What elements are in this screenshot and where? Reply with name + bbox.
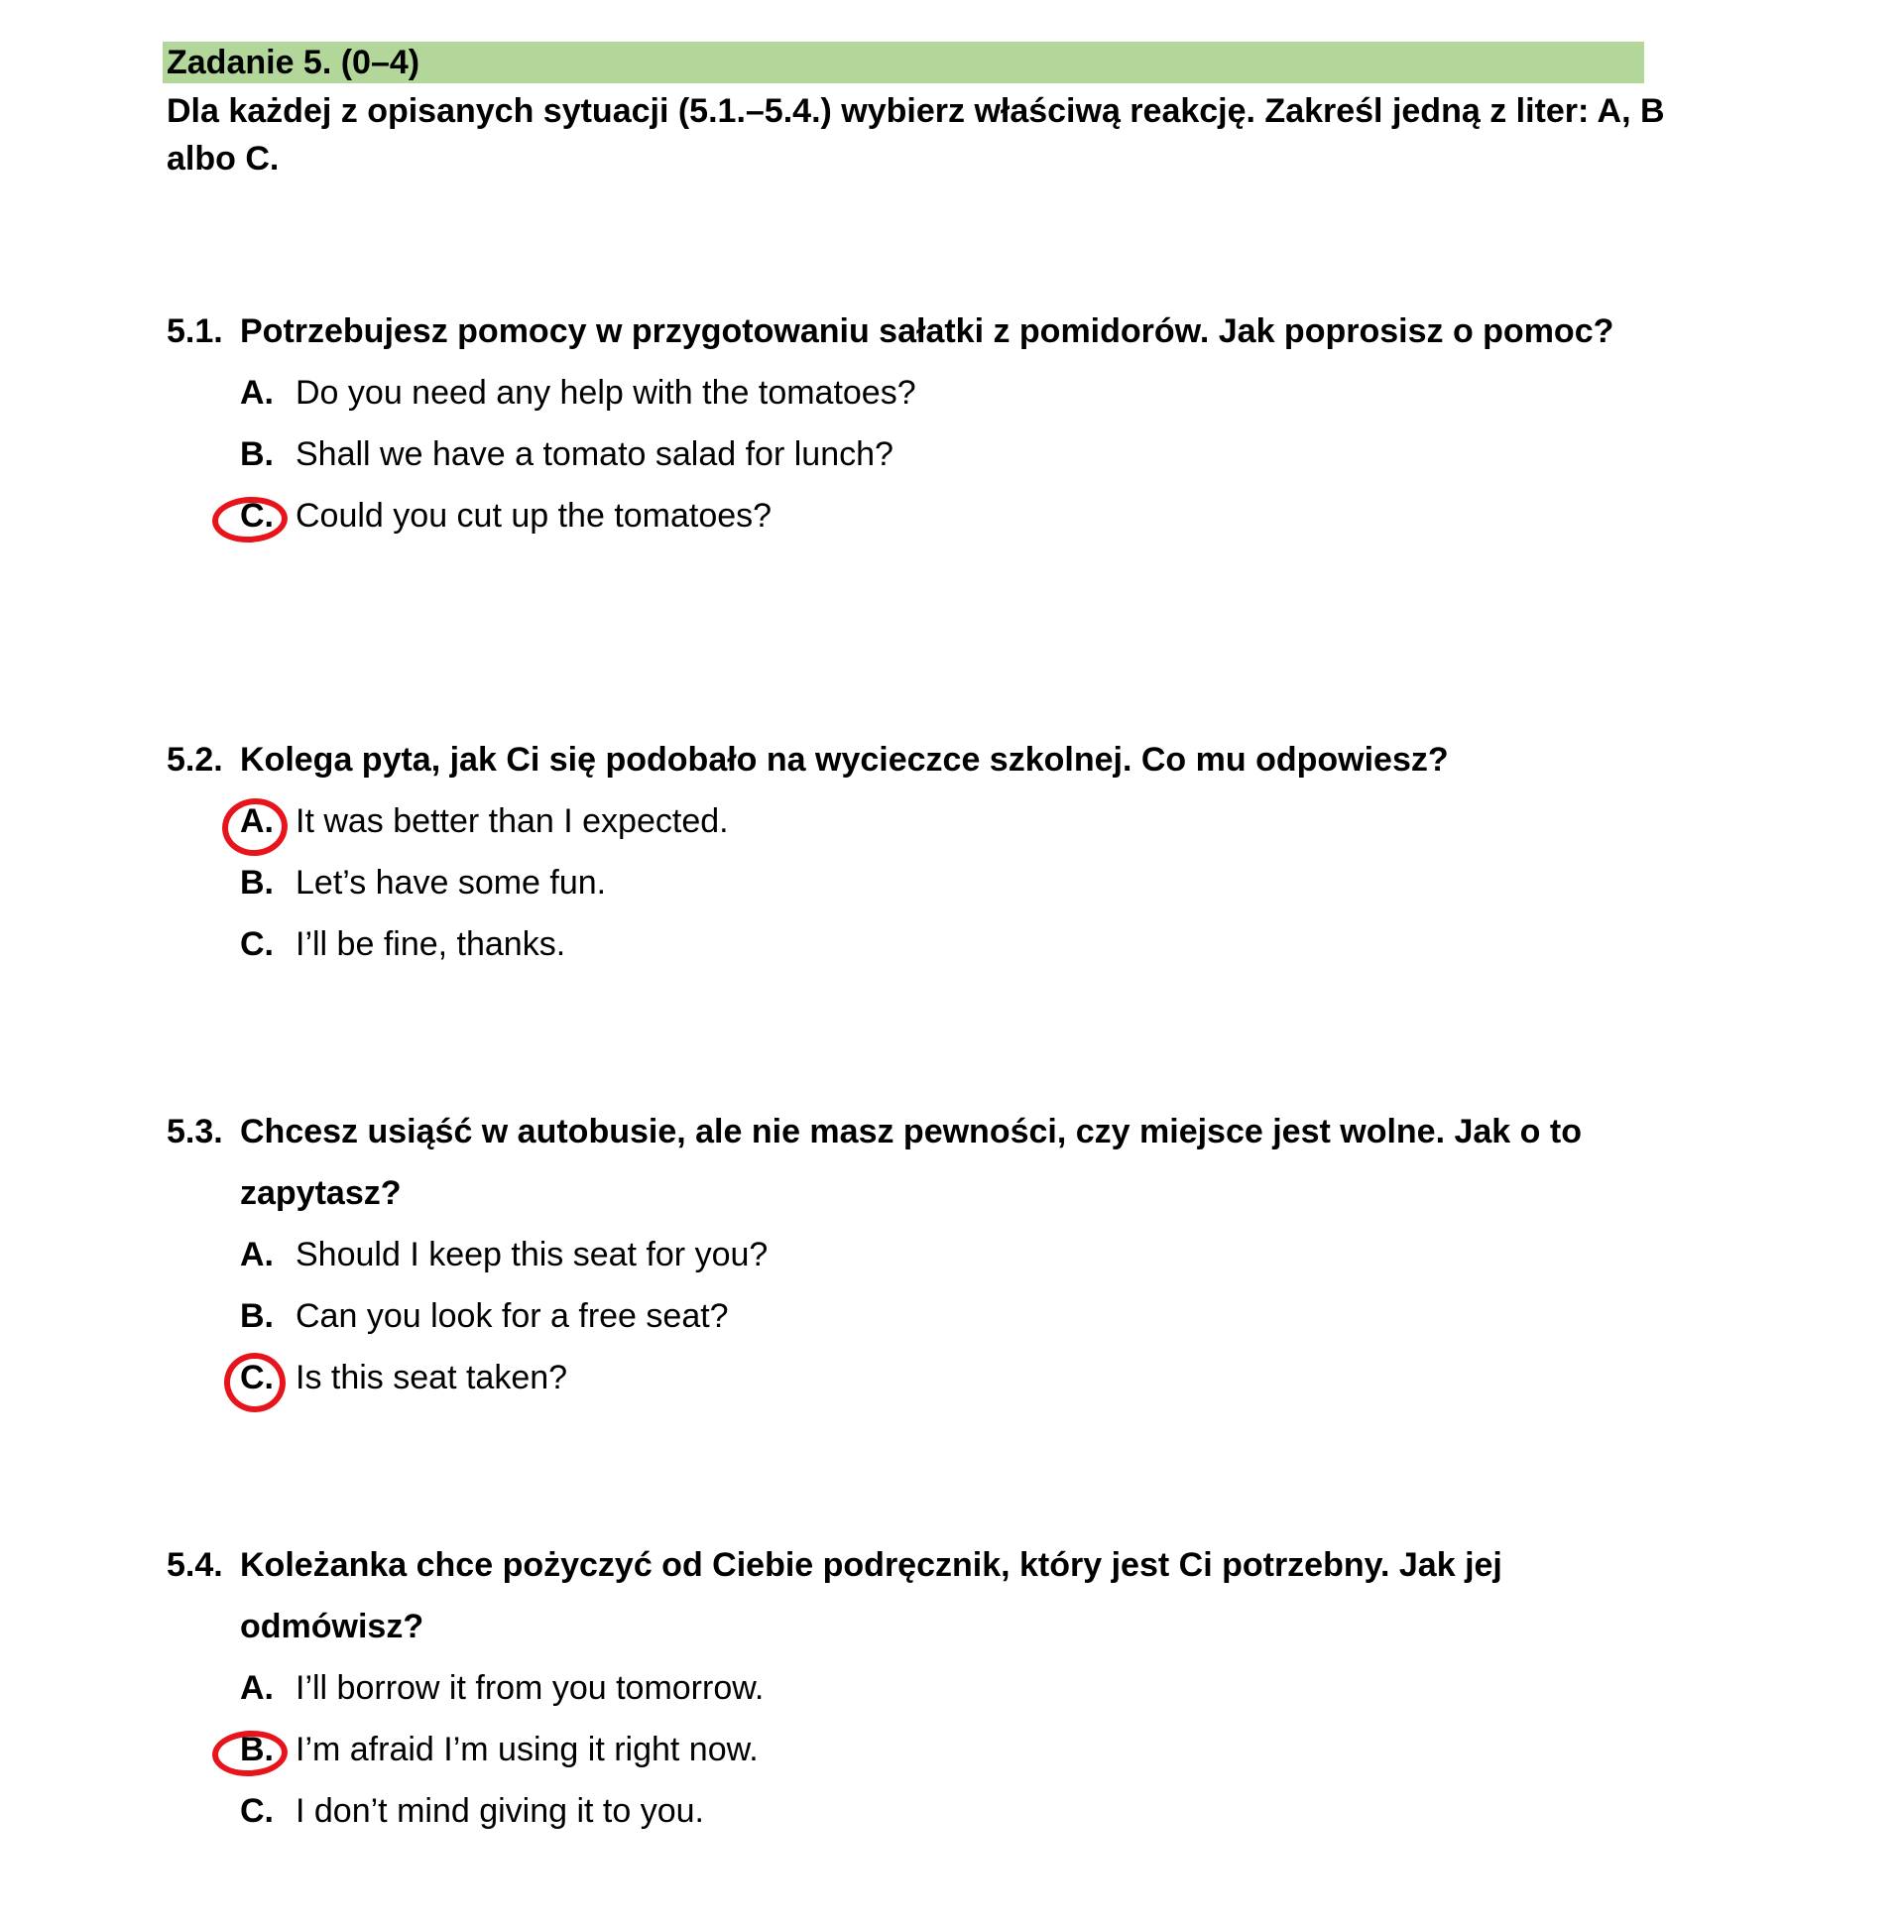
option-b[interactable] bbox=[0, 1719, 1904, 1780]
option-a[interactable] bbox=[0, 362, 1904, 423]
option-letter[interactable]: B. bbox=[240, 864, 274, 902]
question-number: 5.2. bbox=[167, 741, 223, 779]
question-number: 5.1. bbox=[167, 312, 223, 350]
task-header-text: Zadanie 5. (0–4) bbox=[167, 44, 420, 81]
option-c[interactable] bbox=[0, 913, 1904, 975]
option-letter[interactable]: C. bbox=[240, 925, 274, 963]
option-b[interactable] bbox=[0, 852, 1904, 913]
option-text: I’ll borrow it from you tomorrow. bbox=[296, 1669, 765, 1707]
option-b[interactable] bbox=[0, 423, 1904, 485]
option-text: Can you look for a free seat? bbox=[296, 1297, 729, 1335]
option-letter[interactable]: C. bbox=[240, 1359, 274, 1396]
question-text: Chcesz usiąść w autobusie, ale nie masz pewności, czy miejsce jest wolne. Jak o to zapytasz? bbox=[240, 1113, 1582, 1212]
question-prompt bbox=[0, 1101, 1904, 1224]
question-5-3 bbox=[0, 1101, 1904, 1408]
option-letter[interactable]: A. bbox=[240, 1236, 274, 1273]
option-text: It was better than I expected. bbox=[296, 802, 729, 840]
option-letter[interactable]: B. bbox=[240, 1297, 274, 1335]
option-letter[interactable]: C. bbox=[240, 1792, 274, 1830]
question-prompt bbox=[0, 301, 1904, 362]
option-text: I’ll be fine, thanks. bbox=[296, 925, 566, 963]
option-c[interactable] bbox=[0, 1780, 1904, 1842]
option-text: Do you need any help with the tomatoes? bbox=[296, 374, 916, 412]
option-text: I don’t mind giving it to you. bbox=[296, 1792, 705, 1830]
option-letter[interactable]: A. bbox=[240, 374, 274, 412]
question-5-2 bbox=[0, 729, 1904, 975]
question-number: 5.4. bbox=[167, 1546, 223, 1584]
option-letter[interactable]: A. bbox=[240, 1669, 274, 1707]
option-c[interactable] bbox=[0, 485, 1904, 546]
question-prompt bbox=[0, 729, 1904, 790]
option-c[interactable] bbox=[0, 1347, 1904, 1408]
question-number: 5.3. bbox=[167, 1113, 223, 1150]
option-text: Let’s have some fun. bbox=[296, 864, 607, 902]
question-prompt bbox=[0, 1534, 1904, 1657]
option-a[interactable] bbox=[0, 1224, 1904, 1285]
question-5-4 bbox=[0, 1534, 1904, 1842]
question-text: Koleżanka chce pożyczyć od Ciebie podręcznik, który jest Ci potrzebny. Jak jej odmówisz? bbox=[240, 1546, 1502, 1645]
option-letter[interactable]: C. bbox=[240, 497, 274, 535]
option-text: Shall we have a tomato salad for lunch? bbox=[296, 435, 893, 473]
option-letter[interactable]: A. bbox=[240, 802, 274, 840]
option-a[interactable] bbox=[0, 790, 1904, 852]
option-text: Should I keep this seat for you? bbox=[296, 1236, 769, 1273]
option-text: Could you cut up the tomatoes? bbox=[296, 497, 773, 535]
option-b[interactable] bbox=[0, 1285, 1904, 1347]
task-instruction: Dla każdej z opisanych sytuacji (5.1.–5.4.) wybierz właściwą reakcję. Zakreśl jedną z liter: A, B albo C. bbox=[167, 92, 1665, 178]
task-header bbox=[163, 42, 1644, 83]
question-text: Potrzebujesz pomocy w przygotowaniu sałatki z pomidorów. Jak poprosisz o pomoc? bbox=[240, 312, 1614, 350]
option-text: Is this seat taken? bbox=[296, 1359, 568, 1396]
question-text: Kolega pyta, jak Ci się podobało na wycieczce szkolnej. Co mu odpowiesz? bbox=[240, 741, 1449, 779]
option-letter[interactable]: B. bbox=[240, 435, 274, 473]
option-letter[interactable]: B. bbox=[240, 1731, 274, 1768]
question-5-1 bbox=[0, 301, 1904, 546]
option-text: I’m afraid I’m using it right now. bbox=[296, 1731, 759, 1768]
option-a[interactable] bbox=[0, 1657, 1904, 1719]
